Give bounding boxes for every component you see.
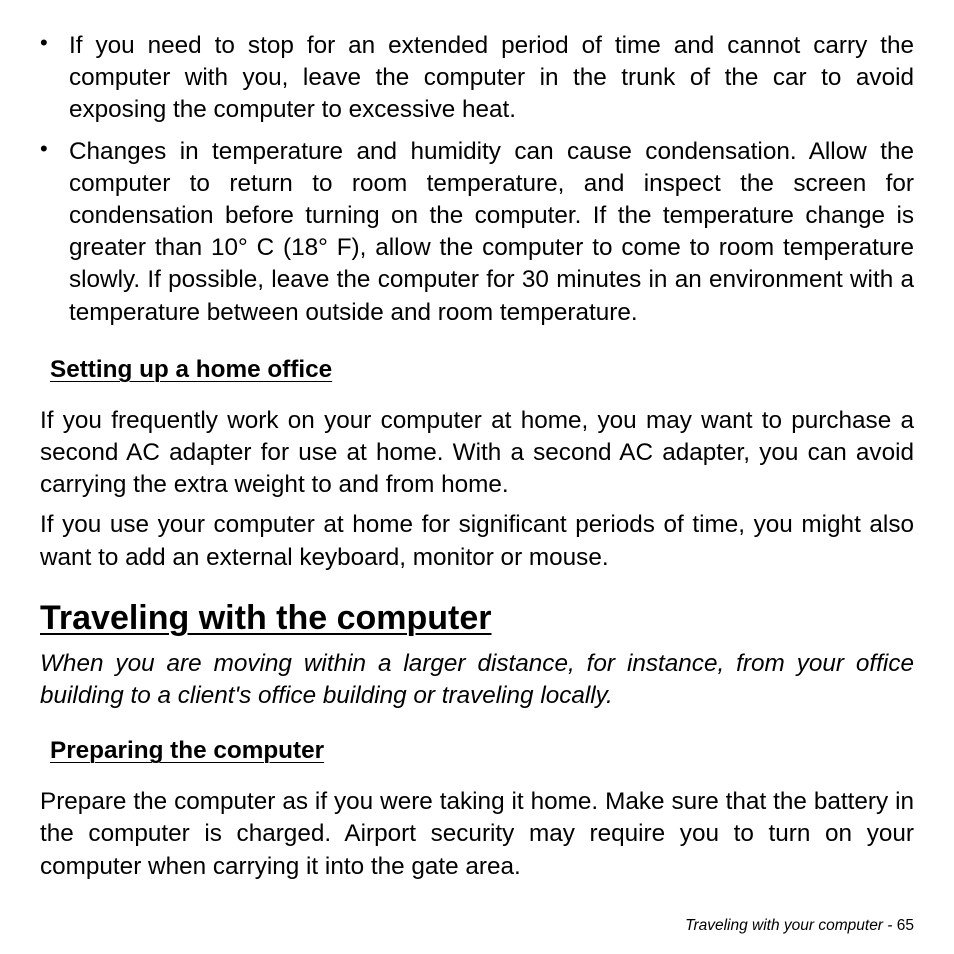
bullet-icon: • xyxy=(40,135,48,161)
page-footer xyxy=(685,917,914,935)
bullet-icon: • xyxy=(40,30,48,55)
paragraph-preparing: Prepare the computer as if you were taking it home. Make sure that the battery in the computer is charged. Airport security may require you to turn on your computer when carrying it into the gate area. xyxy=(40,788,914,880)
paragraph-home-office-2: If you use your computer at home for significant periods of time, you might also want to add an external keyboard, monitor or mouse. xyxy=(40,511,914,571)
list-item xyxy=(40,136,914,329)
footer-label: Traveling with your computer - xyxy=(685,917,897,934)
intro-paragraph-traveling: When you are moving within a larger distance, for instance, from your office building to a client's office building or traveling locally. xyxy=(40,649,914,710)
bullet-text: If you need to stop for an extended period of time and cannot carry the computer with you, leave the computer in the trunk of the car to avoid exposing the computer to excessive heat. xyxy=(69,32,914,124)
section-heading-preparing: Preparing the computer xyxy=(50,737,325,765)
list-item xyxy=(40,30,914,127)
chapter-heading-traveling: Traveling with the computer xyxy=(40,598,492,637)
section-heading-home-office: Setting up a home office xyxy=(50,355,333,383)
paragraph-home-office-1: If you frequently work on your computer at home, you may want to purchase a second AC adapter for use at home. With a second AC adapter, you can avoid carrying the extra weight to and from home. xyxy=(40,406,914,499)
bullet-list xyxy=(40,30,914,329)
document-page xyxy=(40,30,914,883)
bullet-text: Changes in temperature and humidity can cause condensation. Allow the computer to return to room temperature, and inspect the screen for condensation before turning on the computer. If the temperature change is greater than 10° C (18° F), allow the computer to come to room temperature slowly. If possible, leave the computer for 30 minutes in an environment with a temperature between outside and room temperature. xyxy=(69,137,914,326)
page-number: 65 xyxy=(896,917,914,934)
